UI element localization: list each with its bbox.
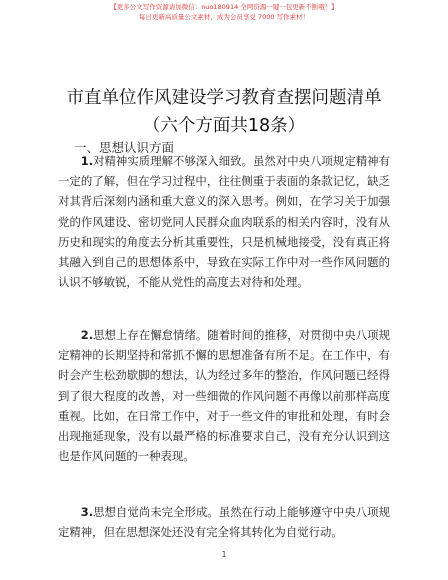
paragraph-1-number: 1.: [80, 154, 94, 168]
paragraph-3-number: 3.: [80, 505, 94, 519]
paragraph-1-text: 对精神实质理解不够深入细致。虽然对中央八项规定精神有一定的了解，但在学习过程中，往往侧重于表面的条款记忆，缺乏对其背后深刻内涵和重大意义的深入思考。例如，在学习关于加强党的作风建设、密切党同人民群众血肉联系的相关内容时，没有从历史和现实的角度去分析其重要性，只是机械地接受，没有真正将其融入到自己的思想体系中，导致在实际工作中对一些作风问题的认识不够敏锐，不能从党性的高度去对待和处理。: [58, 154, 390, 290]
page-number: 1: [221, 550, 227, 559]
paragraph-2: [58, 325, 390, 466]
promo-banner-line-2: 每日更新高质量公文素材，成为会员享受 7000 写作素材！: [138, 13, 310, 21]
paragraph-2-text: 思想上存在懈怠情绪。随着时间的推移，对贯彻中央八项规定精神的长期坚持和常抓不懈的思想准备有所不足。在工作中，有时会产生松劲歇脚的想法，认为经过多年的整治，作风问题已经得到了很大程度的改善，对一些细微的作风问题不再像以前那样高度重视。比如，在日常工作中，对于一些文件的审批和处理，有时会出现拖延现象，没有以最严格的标准要求自己，没有充分认识到这也是作风问题的一种表现。: [58, 328, 390, 464]
paragraph-3: [58, 502, 390, 542]
promo-banner-line-1: 【更多公文写作资源请加微信：nuo180914 全网资源一键一包更新不断哦！】: [110, 3, 338, 11]
paragraph-2-number: 2.: [80, 328, 94, 342]
section-heading: 一、思想认识方面: [74, 140, 175, 155]
promo-banner: [0, 2, 448, 22]
document-title: 市直单位作风建设学习教育查摆问题清单（六个方面共18条）: [66, 88, 382, 136]
paragraph-3-text: 思想自觉尚未完全形成。虽然在行动上能够遵守中央八项规定精神，但在思想深处还没有完全将其转化为自觉行动。: [58, 505, 390, 540]
paragraph-1: [58, 151, 390, 292]
